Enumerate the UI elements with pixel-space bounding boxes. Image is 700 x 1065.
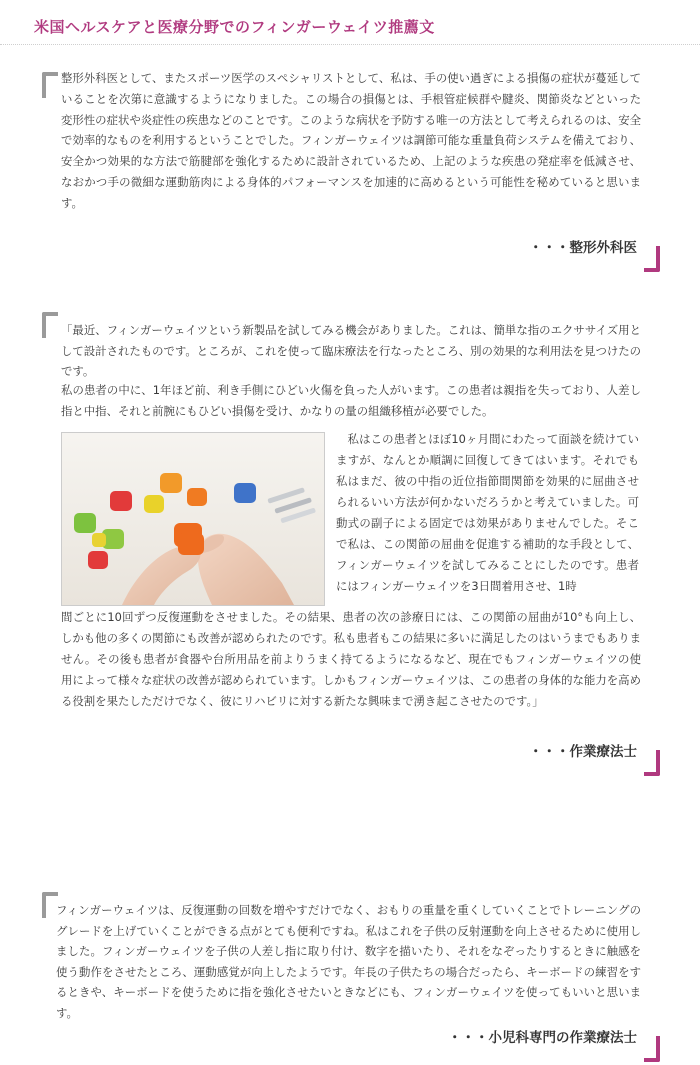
quote-open-bracket-icon	[42, 312, 58, 338]
testimonial-3-signature: ・・・小児科専門の作業療法士	[448, 1030, 637, 1046]
testimonial-2-text-float: 私はこの患者とほぼ10ヶ月間にわたって面談を続けていますが、なんとか順調に回復してきてはいます。それでも私はまだ、彼の中指の近位指節間関節を効果的に屈曲させられるいい方法が何かないだろうかと考えていました。可動式の副子による固定では効果がありませんでした。そこで私は、この関節の屈曲を促進する補助的な手段として、フィンガーウェイツを試してみることにしたのです。患者にはフィンガーウェイツを3日間着用させ、1時	[336, 432, 639, 593]
quote-close-bracket-icon	[644, 750, 660, 776]
finger-weights-photo-illustration	[62, 433, 324, 605]
testimonial-2-text-patient: 私の患者の中に、1年ほど前、利き手側にひどい火傷を負った人がいます。この患者は親指を失っており、人差し指と中指、それと前腕にもひどい損傷を受け、かなりの量の組織移植が必要でした。	[61, 383, 641, 418]
testimonial-1-text: 整形外科医として、またスポーツ医学のスペシャリストとして、私は、手の使い過ぎによる損傷の症状が蔓延していることを次第に意識するようになりました。この場合の損傷とは、手根管症候群や腱炎、関節炎などといった変形性の症状や炎症性の疾患などのことです。このような病状を予防する唯一の方法として考えられるのは、安全で効率的なものを利用するということでした。フィンガーウェイツは調節可能な重量負荷システムを備えており、安全かつ効果的な方法で筋腱部を強化するために設計されているため、上記のような疾患の発症率を低減させ、なおかつ手の微細な運動筋肉による身体的パフォーマンスを加速的に高めるという可能性を秘めていると思います。	[61, 71, 642, 210]
quote-close-bracket-icon	[644, 1036, 660, 1062]
title-divider	[0, 44, 700, 45]
product-photo	[61, 432, 325, 606]
quote-open-bracket-icon	[42, 72, 58, 98]
testimonial-2-signature: ・・・作業療法士	[529, 744, 637, 760]
testimonial-2-text-result: 間ごとに10回ずつ反復運動をさせました。その結果、患者の次の診療日には、この関節の屈曲が10°も向上し、しかも他の多くの関節にも改善が認められたのです。私も患者もこの結果に多いに満足したのはいうまでもありません。その後も患者が食器や台所用品を前よりうまく持てるようになるなど、現在でもフィンガーウェイツの使用によって様々な症状の改善が認められています。しかもフィンガーウェイツは、この患者の身体的な能力を高める役割を果たしただけでなく、彼にリハビリに対する新たな興味まで湧き起こさせたのです。」	[61, 610, 642, 708]
testimonial-1-signature: ・・・整形外科医	[529, 240, 637, 256]
testimonial-2-text-intro: 「最近、フィンガーウェイツという新製品を試してみる機会がありました。これは、簡単な指のエクササイズ用として設計されたものです。ところが、これを使って臨床療法を行なったところ、別の効果的な利用法を見つけたのです。	[61, 323, 642, 378]
quote-close-bracket-icon	[644, 246, 660, 272]
testimonial-3-text: フィンガーウェイツは、反復運動の回数を増やすだけでなく、おもりの重量を重くしていくことでトレーニングのグレードを上げていくことができる点がとても便利ですね。私はこれを子供の反射運動を向上させるために使用しました。フィンガーウェイツを子供の人差し指に取り付け、数字を描いたり、それをなぞったりするときに触感を使う動作をさせたところ、運動感覚が向上したようです。年長の子供たちの場合だったら、キーボードの練習をするときや、キーボードを使うために指を強化させたいときなどにも、フィンガーウェイツを使ってもいいと思います。	[56, 903, 641, 1020]
page-title: 米国ヘルスケアと医療分野でのフィンガーウェイツ推薦文	[34, 18, 435, 36]
